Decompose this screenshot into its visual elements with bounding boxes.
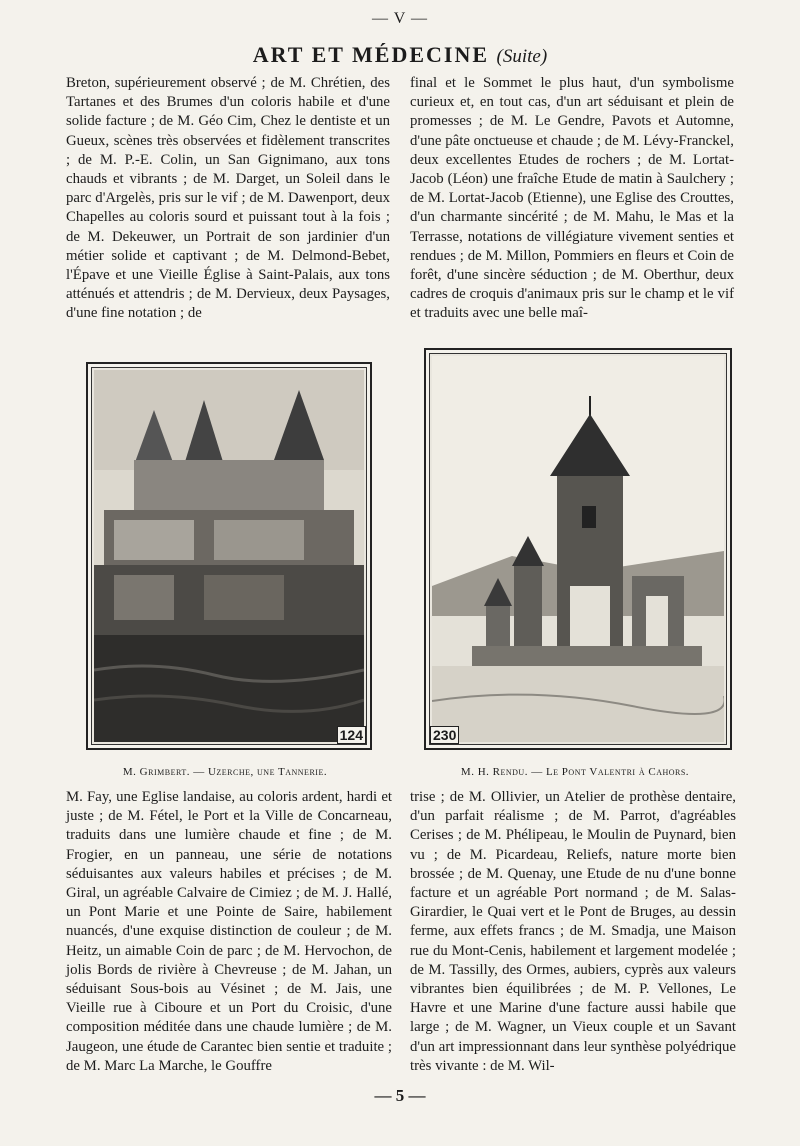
title-text: ART ET MÉDECINE — [252, 42, 490, 67]
figure-uzerche — [86, 362, 372, 750]
column-text: trise ; de M. Ollivier, un Atelier de prothèse dentaire, d'un parfait réalisme ; de M. Parrot, d'agréables Cerises ; de M. Phélipeau, le Moulin de Puynard, bien vu ; de M. Picardeau, Reliefs, nature morte bien brossée ; de M. Quenay, une Etude de nu d'une bonne facture et un agréable Port normand ; de M. Salas-Girardier, le Quai vert et le Pont de Bruges, au dessin ferme, aux effets francs ; de M. Smadja, une Maison rue du Mont-Cenis, habilement et largement modelée ; de M. Tassilly, des Ormes, aubiers, cyprès aux valeurs vibrantes bien équilibrées ; de M. P. Vellones, Le Havre et une Marine d'une facture aussi habile que large ; de M. Wagner, un Vieux couple et un Savant d'un art impressionnant dans leur synthèse polyédrique très vivante : de M. Wil- — [410, 789, 736, 1074]
figure-caption: M. Grimbert. — Uzerche, une Tannerie. — [122, 766, 328, 778]
column-bottom-right — [410, 788, 736, 1076]
uzerche-illustration — [94, 370, 364, 742]
column-bottom-left — [66, 788, 392, 1076]
figure-number: 124 — [337, 726, 366, 744]
section-numeral: — V — — [372, 10, 428, 27]
column-text: Breton, supérieurement observé ; de M. Chrétien, des Tartanes et des Brumes d'un coloris habile et d'une solide facture ; de M. Géo Cim, Chez le dentiste et un Gueux, scènes très observées et fidèlement transcrites ; de M. P.-E. Colin, un San Gignimano, aux tons chauds et vibrants ; de M. Darget, un Soleil dans le parc d'Argelès, pris sur le vif ; de M. Dawenport, deux Chapelles au coloris sourd et puissant tout à la fois ; de M. Dekeuwer, un Portrait de son jardinier d'un métier solide et captivant ; de M. Delmond-Bebet, l'Épave et une Vieille Église à Saint-Palais, aux tons atténués et attendris ; de M. Dervieux, deux Paysages, d'une fine notation ; de — [66, 75, 390, 322]
figure-number: 230 — [430, 726, 459, 744]
title-suffix: (Suite) — [496, 46, 548, 67]
page-number: — 5 — — [374, 1086, 426, 1105]
figure-caption: M. H. Rendu. — Le Pont Valentri à Cahors. — [460, 766, 690, 778]
column-text: M. Fay, une Eglise landaise, au coloris ardent, hardi et juste ; de M. Fétel, le Port et la Ville de Concarneau, traduits dans une lumière chaude et fine ; de M. Frogier, en un panneau, une série de notations séduisantes aux valeurs habiles et précises ; de M. Giral, un agréable Calvaire de Cimiez ; de M. J. Hallé, un Pont Marie et une Pointe de Saire, habilement nuancés, d'une exquise distinction de couleur ; de M. Heitz, un aimable Coin de parc ; de M. Hervochon, de jolis Bords de rivière à Chevreuse ; de M. Jahan, un séduisant Sous-bois au Vésinet ; de M. Jais, une Vieille rue à Ciboure et un Port du Croisic, d'une composition méditée dans une chaude lumière ; de M. Jaugeon, une étude de Carantec bien sentie et traduite ; de M. Marc La Marche, le Gouffre — [66, 789, 392, 1074]
column-top-left — [66, 74, 390, 324]
pont-illustration — [432, 356, 724, 742]
column-text: final et le Sommet le plus haut, d'un symbolisme curieux et, en tout cas, d'un art séduisant et plein de promesses ; de M. Le Gendre, Pavots et Automne, d'une pâte onctueuse et chaude ; de M. Lévy-Franckel, deux excellentes Etudes de rochers ; de M. Lortat-Jacob (Léon) une fraîche Etude de matin à Saulchery ; de M. Lortat-Jacob (Etienne), une Eglise des Crouttes, d'un charmante sincérité ; de M. Mahu, le Mas et la Terrasse, notations de villégiature vivement senties et rendues ; de M. Millon, Pommiers en fleurs et Coin de forêt, d'une sincère séduction ; de M. Oberthur, deux cadres de croquis d'animaux pris sur le champ et le vif et traduits avec une belle maî- — [410, 75, 734, 322]
column-top-right — [410, 74, 734, 324]
page-title — [0, 42, 800, 68]
figure-pont-valentri — [424, 348, 732, 750]
